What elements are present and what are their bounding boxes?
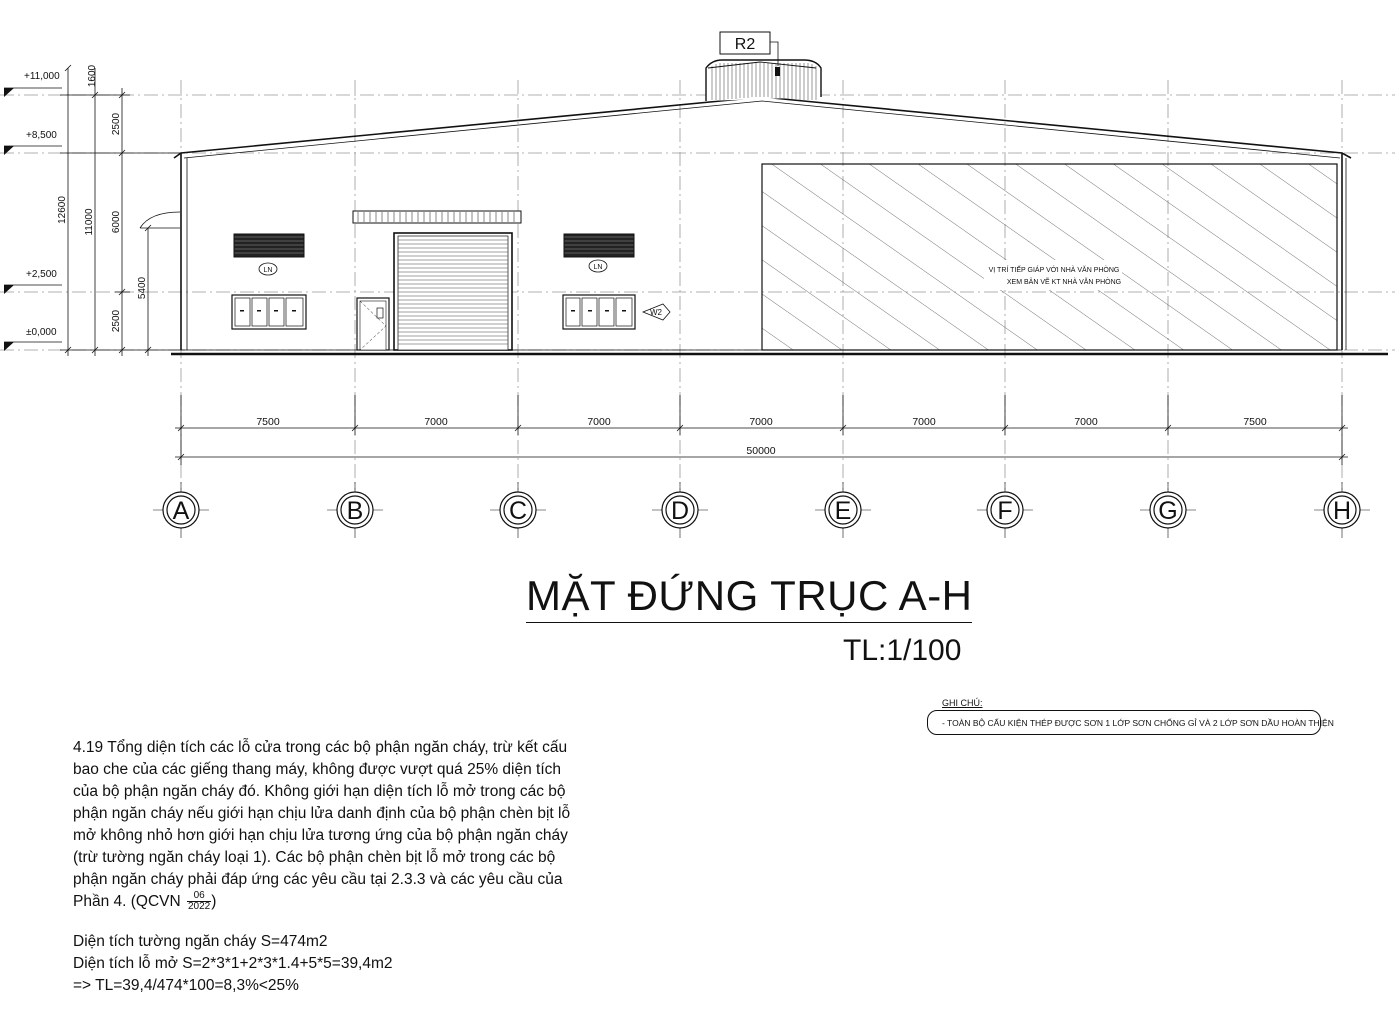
svg-text:LN: LN (263, 267, 273, 274)
axis-bubble-e (815, 482, 871, 538)
svg-text:7500: 7500 (1243, 416, 1267, 428)
svg-text:2500: 2500 (111, 112, 122, 136)
svg-text:6000: 6000 (111, 210, 122, 234)
svg-text:VỊ TRÍ TIẾP GIÁP VỚI NHÀ VĂN P: VỊ TRÍ TIẾP GIÁP VỚI NHÀ VĂN PHÒNG (988, 267, 1120, 274)
axis-bubble-a (153, 482, 209, 538)
window-left (232, 295, 306, 329)
regulation-reference-end: ) (211, 893, 217, 910)
svg-text:1600: 1600 (87, 64, 98, 88)
regulation-line-last (73, 891, 613, 913)
svg-text:7500: 7500 (256, 416, 280, 428)
wall-area-line: Diện tích tường ngăn cháy S=474m2 (73, 933, 328, 950)
svg-text:5400: 5400 (137, 276, 148, 300)
window-right (563, 295, 635, 329)
louver-right (564, 234, 634, 272)
axis-bubble-d (652, 482, 708, 538)
svg-text:7000: 7000 (424, 416, 448, 428)
regulation-reference: Phần 4. (QCVN (73, 893, 185, 910)
svg-text:C: C (508, 497, 528, 525)
drawing-title: MẶT ĐỨNG TRỤC A-H (526, 572, 972, 623)
svg-text:50000: 50000 (746, 445, 776, 457)
canopy (353, 211, 521, 223)
svg-text:F: F (997, 497, 1013, 525)
svg-text:H: H (1332, 497, 1352, 525)
axis-bubble-b (327, 482, 383, 538)
regulation-line: của bộ phận ngăn cháy đó. Không giới hạn diện tích lỗ mở trong các bộ (73, 783, 566, 800)
svg-text:7000: 7000 (912, 416, 936, 428)
opening-area-line: Diện tích lỗ mở S=2*3*1+2*3*1.4+5*5=39,4m2 (73, 955, 393, 972)
level-marker-0 (4, 327, 62, 351)
regulation-line: phận ngăn cháy phải đáp ứng các yêu cầu tại 2.3.3 và các yêu cầu của (73, 871, 563, 888)
svg-text:2500: 2500 (111, 309, 122, 333)
vertical-dimensions (60, 65, 185, 356)
svg-text:7000: 7000 (1074, 416, 1098, 428)
svg-text:E: E (834, 497, 852, 525)
rolling-door (394, 233, 512, 350)
ratio-line: => TL=39,4/474*100=8,3%<25% (73, 977, 299, 994)
svg-text:±0,000: ±0,000 (26, 327, 57, 338)
svg-text:R2: R2 (734, 36, 756, 53)
svg-text:7000: 7000 (749, 416, 773, 428)
drawing-scale: TL:1/100 (843, 634, 962, 667)
axis-bubbles (153, 482, 1370, 538)
svg-text:12600: 12600 (57, 196, 68, 224)
svg-text:G: G (1158, 497, 1178, 525)
bay-dimension-labels (256, 416, 1267, 457)
window-tag (643, 304, 670, 320)
svg-text:7000: 7000 (587, 416, 611, 428)
notes-heading: GHI CHÚ: (942, 698, 983, 708)
level-marker-2500 (4, 269, 62, 294)
regulation-text (73, 737, 613, 913)
svg-text:W2: W2 (650, 308, 662, 317)
svg-text:LN: LN (593, 264, 603, 271)
svg-text:XEM BẢN VẼ KT NHÀ VĂN PHÒNG: XEM BẢN VẼ KT NHÀ VĂN PHÒNG (1006, 279, 1122, 286)
axis-bubble-c (490, 482, 546, 538)
louver-left (234, 234, 304, 275)
notes-line: - TOÀN BỘ CẤU KIỆN THÉP ĐƯỢC SƠN 1 LỚP SƠN CHỐNG GỈ VÀ 2 LỚP SƠN DẦU HOÀN THIỆN (942, 718, 1334, 728)
qcvn-fraction (187, 891, 211, 912)
office-junction-area (762, 164, 1337, 350)
axis-bubble-h (1314, 482, 1370, 538)
regulation-line: mở không nhỏ hơn giới hạn chịu lửa tương ứng của bộ phận ngăn cháy (73, 827, 568, 844)
regulation-line: phận ngăn cháy nếu giới hạn chịu lửa danh định của bộ phận chèn bịt lỗ (73, 805, 571, 822)
level-marker-11000 (4, 71, 62, 97)
fraction-denominator: 2022 (188, 901, 211, 913)
level-markers (4, 71, 62, 351)
svg-text:+8,500: +8,500 (26, 130, 57, 141)
svg-text:A: A (172, 497, 190, 525)
axis-bubble-f (977, 482, 1033, 538)
svg-text:11000: 11000 (84, 208, 95, 236)
roof-monitor (706, 60, 821, 101)
regulation-line: 4.19 Tổng diện tích các lỗ cửa trong các bộ phận ngăn cháy, trừ kết cấu (73, 739, 568, 756)
fraction-numerator: 06 (187, 891, 211, 902)
level-marker-8500 (4, 130, 62, 155)
svg-text:+2,500: +2,500 (26, 269, 57, 280)
notes-box (927, 710, 1334, 735)
svg-text:+11,000: +11,000 (24, 71, 60, 82)
regulation-line: (trừ tường ngăn cháy loại 1). Các bộ phận chèn bịt lỗ mở trong các bộ (73, 849, 556, 866)
svg-text:D: D (670, 497, 690, 525)
calculation-block (73, 931, 393, 997)
regulation-line: bao che của các giếng thang máy, không được vượt quá 25% diện tích (73, 761, 562, 778)
access-door (357, 298, 389, 350)
axis-bubble-g (1140, 482, 1196, 538)
svg-text:B: B (346, 497, 364, 525)
